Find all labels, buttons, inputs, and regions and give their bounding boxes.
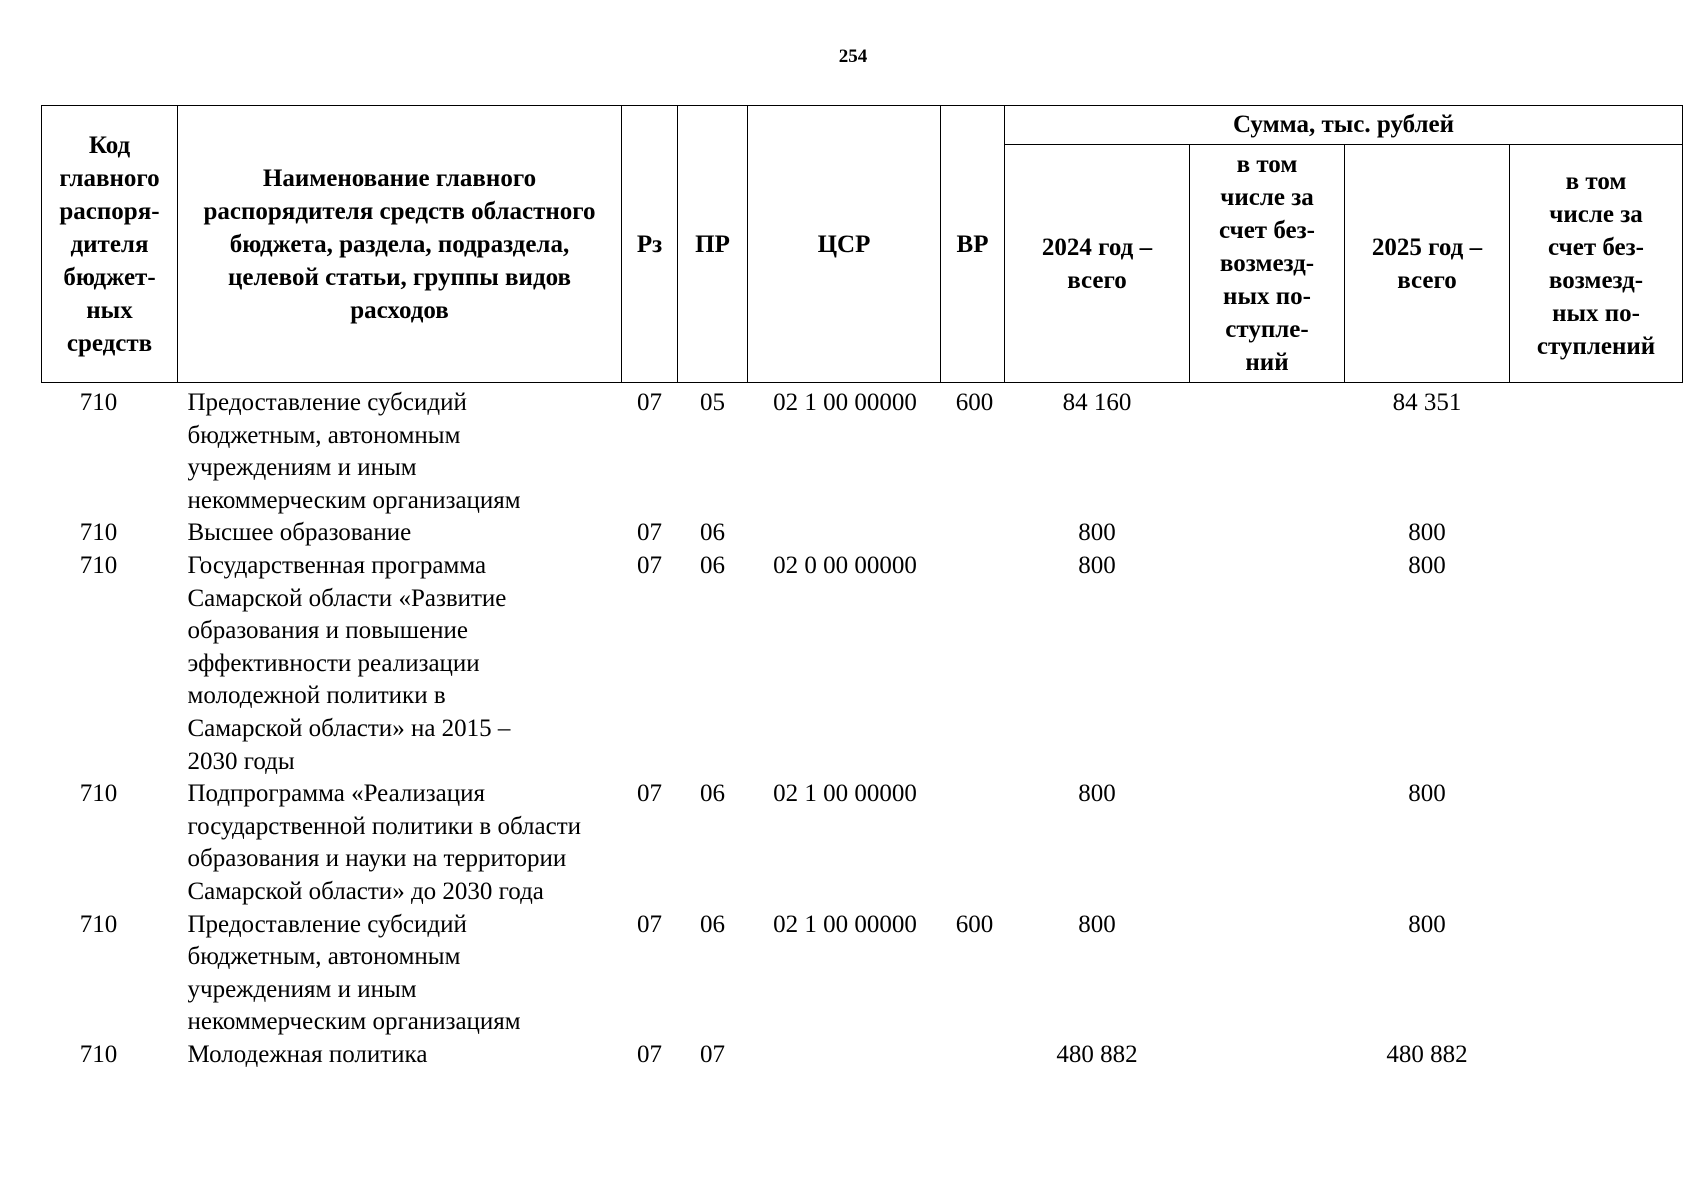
cell-csr: 02 0 00 00000 bbox=[773, 551, 917, 579]
header-pr: ПР bbox=[678, 106, 748, 383]
table-row bbox=[42, 383, 1683, 518]
cell-code: 710 bbox=[79, 1040, 118, 1068]
header-2025-total-label: 2025 год – всего bbox=[1371, 233, 1483, 294]
cell-pr: 06 bbox=[700, 780, 725, 808]
cell-sum-2025: 480 882 bbox=[1386, 1040, 1468, 1068]
cell-sum-2025: 84 351 bbox=[1392, 389, 1462, 416]
table-row bbox=[42, 550, 1683, 778]
cell-name: Предоставление субсидий бюджетным, автономным учреждениям и иным некоммерческим организациям bbox=[187, 910, 521, 1036]
cell-sum-2024: 84 160 bbox=[1062, 389, 1132, 416]
cell-sum-2024: 800 bbox=[1078, 519, 1116, 547]
page-number: 254 bbox=[838, 46, 868, 67]
cell-free-2024 bbox=[1190, 383, 1345, 518]
header-code-label: Код главного распоря- дителя бюджет- ных средств bbox=[59, 131, 160, 357]
header-2025-free-label: в том числе за счет без- возмезд- ных по- ступлений bbox=[1536, 167, 1656, 360]
table-body bbox=[42, 383, 1683, 1072]
cell-vr bbox=[941, 517, 1005, 550]
table-row bbox=[42, 778, 1683, 908]
cell-csr bbox=[748, 1039, 941, 1072]
budget-table bbox=[41, 105, 1683, 1071]
cell-csr: 02 1 00 00000 bbox=[773, 780, 917, 808]
cell-pr: 06 bbox=[700, 910, 725, 938]
table-row bbox=[42, 1039, 1683, 1072]
cell-free-2025 bbox=[1510, 1039, 1683, 1072]
cell-code: 710 bbox=[79, 389, 118, 416]
table-header bbox=[42, 106, 1683, 383]
cell-sum-2024: 480 882 bbox=[1056, 1040, 1138, 1068]
table-row bbox=[42, 909, 1683, 1039]
cell-pr: 06 bbox=[700, 519, 725, 547]
header-row-1 bbox=[42, 106, 1683, 145]
cell-sum-2025: 800 bbox=[1408, 780, 1446, 808]
header-2024-total-label: 2024 год – всего bbox=[1041, 233, 1153, 294]
cell-rz: 07 bbox=[637, 519, 662, 547]
cell-sum-2024: 800 bbox=[1078, 910, 1116, 938]
cell-sum-2025: 800 bbox=[1408, 910, 1446, 938]
cell-name: Высшее образование bbox=[187, 519, 412, 547]
header-2024-free-label: в том числе за счет без- возмезд- ных по- ступле- ний bbox=[1219, 151, 1315, 376]
header-2025-total bbox=[1345, 145, 1510, 383]
cell-free-2025 bbox=[1510, 383, 1683, 518]
cell-vr: 600 bbox=[955, 910, 994, 938]
cell-name: Молодежная политика bbox=[187, 1040, 428, 1068]
header-rz: Рз bbox=[622, 106, 678, 383]
cell-pr: 07 bbox=[700, 1040, 725, 1068]
cell-free-2024 bbox=[1190, 778, 1345, 908]
cell-csr: 02 1 00 00000 bbox=[773, 910, 917, 938]
cell-vr bbox=[941, 778, 1005, 908]
header-code bbox=[42, 106, 178, 383]
cell-code: 710 bbox=[79, 780, 118, 808]
header-2024-free bbox=[1190, 145, 1345, 383]
cell-rz: 07 bbox=[637, 551, 662, 579]
header-vr: ВР bbox=[941, 106, 1005, 383]
cell-code: 710 bbox=[79, 910, 118, 938]
cell-sum-2024: 800 bbox=[1078, 780, 1116, 808]
cell-free-2025 bbox=[1510, 778, 1683, 908]
header-sum-title: Сумма, тыс. рублей bbox=[1005, 106, 1683, 145]
cell-free-2025 bbox=[1510, 517, 1683, 550]
cell-pr: 05 bbox=[700, 389, 725, 416]
cell-rz: 07 bbox=[637, 1040, 662, 1068]
cell-csr: 02 1 00 00000 bbox=[773, 389, 917, 416]
cell-rz: 07 bbox=[637, 780, 662, 808]
header-name bbox=[178, 106, 622, 383]
header-2024-total bbox=[1005, 145, 1190, 383]
cell-vr bbox=[941, 1039, 1005, 1072]
cell-pr: 06 bbox=[700, 551, 725, 579]
cell-csr bbox=[748, 517, 941, 550]
cell-vr bbox=[941, 550, 1005, 778]
cell-free-2024 bbox=[1190, 550, 1345, 778]
cell-free-2025 bbox=[1510, 909, 1683, 1039]
header-name-label: Наименование главного распорядителя средств областного бюджета, раздела, подраздела, целевой статьи, группы видов расходов bbox=[203, 164, 596, 324]
cell-vr: 600 bbox=[955, 389, 994, 416]
header-2025-free bbox=[1510, 145, 1683, 383]
cell-free-2024 bbox=[1190, 909, 1345, 1039]
cell-free-2024 bbox=[1190, 517, 1345, 550]
cell-code: 710 bbox=[79, 551, 118, 579]
cell-sum-2024: 800 bbox=[1078, 551, 1116, 579]
cell-name: Подпрограмма «Реализация государственной политики в области образования и науки на территории Самарской области» до 2030 года bbox=[187, 780, 582, 905]
cell-rz: 07 bbox=[637, 389, 662, 416]
header-csr: ЦСР bbox=[748, 106, 941, 383]
cell-free-2024 bbox=[1190, 1039, 1345, 1072]
cell-name: Государственная программа Самарской области «Развитие образования и повышение эффективности реализации молодежной политики в Самарской области» на 2015 – 2030 годы bbox=[187, 551, 511, 775]
cell-sum-2025: 800 bbox=[1408, 519, 1446, 547]
cell-name: Предоставление субсидий бюджетным, автономным учреждениям и иным некоммерческим организациям bbox=[187, 389, 521, 514]
cell-sum-2025: 800 bbox=[1408, 551, 1446, 579]
cell-free-2025 bbox=[1510, 550, 1683, 778]
cell-code: 710 bbox=[79, 519, 118, 547]
table-row bbox=[42, 517, 1683, 550]
cell-rz: 07 bbox=[637, 910, 662, 938]
